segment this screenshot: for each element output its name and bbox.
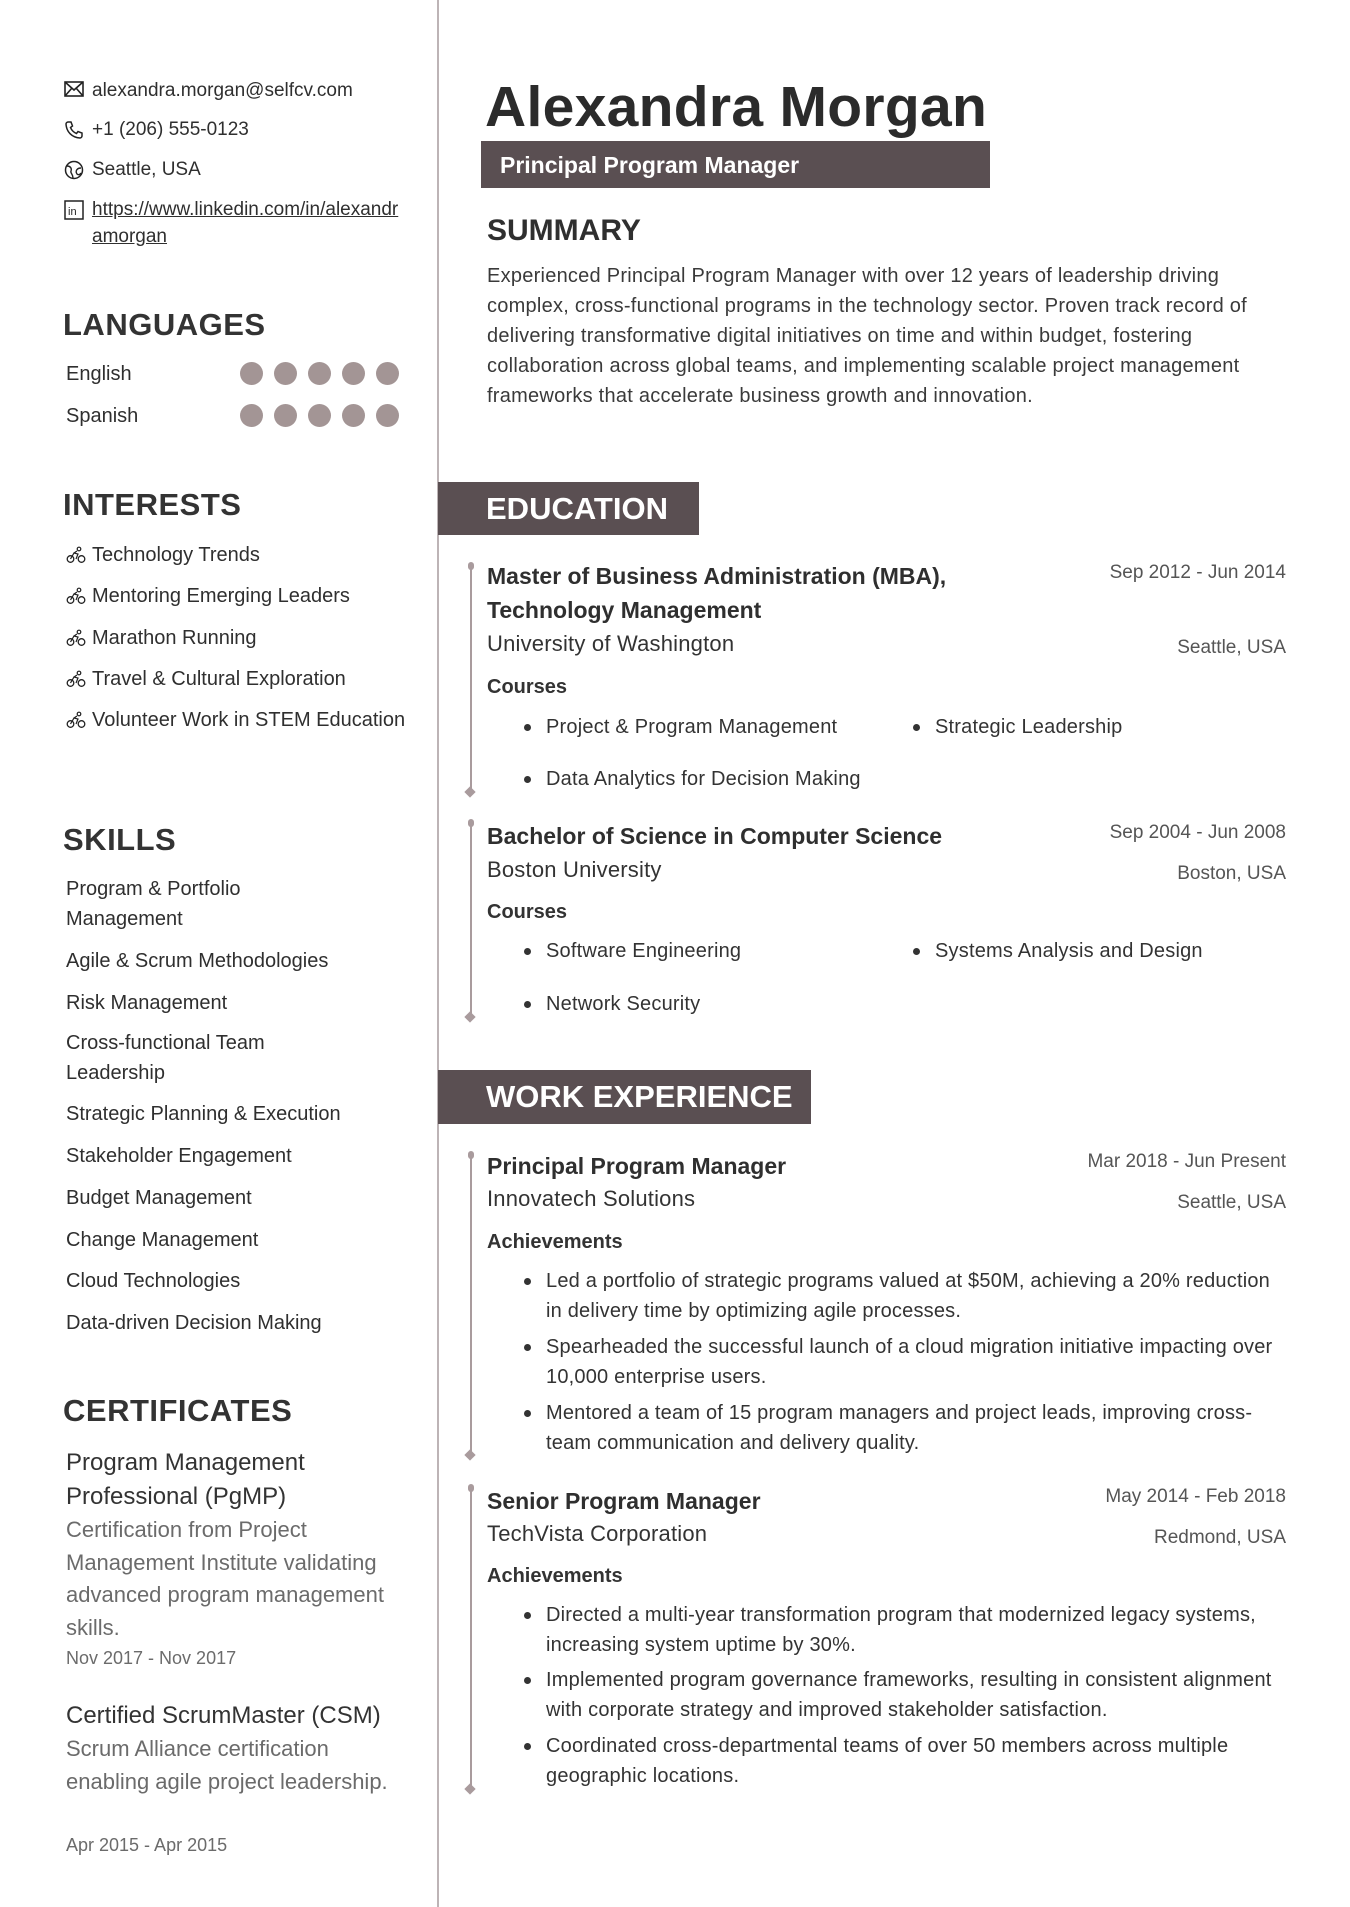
certificate-date: Apr 2015 - Apr 2015 [66, 1835, 228, 1855]
achievements-label: Achievements [487, 1231, 623, 1253]
job-title: Senior Program Manager [487, 1488, 761, 1514]
interest-item [66, 705, 406, 735]
job-title: Principal Program Manager [487, 1153, 787, 1179]
interest-label: Travel & Cultural Exploration [92, 668, 346, 690]
level-dot [308, 362, 331, 385]
courses-label: Courses [487, 901, 568, 923]
bike-icon [66, 711, 86, 729]
candidate-name: Alexandra Morgan [485, 75, 988, 139]
linkedin-icon [64, 200, 84, 220]
course-item: Strategic Leadership [935, 713, 1122, 741]
interests-heading: INTERESTS [63, 487, 242, 522]
bike-icon [66, 629, 86, 647]
degree-title: Bachelor of Science in Computer Science [487, 823, 943, 849]
job-location: Seattle, USA [1177, 1192, 1286, 1213]
certificate-description: Scrum Alliance certification enabling agile project leadership. [66, 1736, 388, 1794]
job-title-banner [481, 141, 990, 188]
languages-heading: LANGUAGES [63, 307, 266, 342]
school-name: University of Washington [487, 631, 735, 656]
timeline-line [470, 1154, 472, 1454]
skill-item: Cloud Technologies [66, 1270, 241, 1292]
certificate-date: Nov 2017 - Nov 2017 [66, 1648, 237, 1668]
certificate-title: Certified ScrumMaster (CSM) [66, 1702, 381, 1729]
education-date: Sep 2004 - Jun 2008 [1109, 822, 1286, 843]
skill-item: Cross-functional Team Leadership [66, 1032, 265, 1084]
education-location: Boston, USA [1177, 863, 1286, 884]
certificates-heading: CERTIFICATES [63, 1393, 293, 1428]
skill-item: Risk Management [66, 992, 228, 1014]
course-item: Network Security [546, 990, 700, 1018]
contact-phone [64, 116, 404, 143]
skill-item: Stakeholder Engagement [66, 1145, 292, 1167]
interest-item [66, 623, 406, 653]
interest-label: Volunteer Work in STEM Education [92, 709, 406, 731]
interest-item [66, 581, 406, 611]
email-text: alexandra.morgan@selfcv.com [92, 80, 353, 101]
interest-item [66, 540, 406, 570]
education-heading: EDUCATION [486, 491, 668, 526]
certificate-title: Program Management Professional (PgMP) [66, 1449, 305, 1510]
school-name: Boston University [487, 857, 662, 882]
level-dot [274, 362, 297, 385]
interest-label: Technology Trends [92, 544, 260, 566]
envelope-icon [64, 81, 84, 97]
course-item: Systems Analysis and Design [935, 937, 1203, 965]
interest-item [66, 664, 406, 694]
job-location: Redmond, USA [1153, 1527, 1286, 1548]
course-item: Project & Program Management [546, 713, 837, 741]
level-dot [342, 404, 365, 427]
timeline-line [470, 1487, 472, 1788]
course-item: Software Engineering [546, 937, 741, 965]
language-level-spanish [240, 404, 399, 427]
achievements-label: Achievements [487, 1565, 623, 1587]
timeline-line [470, 565, 472, 791]
job-date: May 2014 - Feb 2018 [1105, 1486, 1286, 1507]
courses-label: Courses [487, 676, 568, 698]
phone-text: +1 (206) 555-0123 [92, 119, 249, 140]
work-experience-banner [438, 1070, 811, 1124]
skill-item: Strategic Planning & Execution [66, 1103, 341, 1125]
phone-icon [64, 120, 84, 140]
bike-icon [66, 587, 86, 605]
column-divider [437, 0, 439, 1907]
bike-icon [66, 670, 86, 688]
achievement-item: Led a portfolio of strategic programs valued at $50M, achieving a 20% reduction in delivery time by optimizing agile processes. [546, 1266, 1291, 1326]
skill-item: Data-driven Decision Making [66, 1312, 322, 1334]
language-name: English [66, 363, 132, 385]
company-name: TechVista Corporation [487, 1521, 708, 1546]
interest-label: Marathon Running [92, 627, 257, 649]
skill-item: Program & Portfolio Management [66, 878, 241, 930]
linkedin-link[interactable]: https://www.linkedin.com/in/alexandramorgan [92, 199, 399, 247]
svg-text:in: in [68, 206, 77, 218]
certificate-description: Certification from Project Management Institute validating advanced program management skills. [66, 1517, 384, 1640]
job-date: Mar 2018 - Jun Present [1087, 1151, 1286, 1172]
degree-title: Master of Business Administration (MBA), Technology Management [487, 563, 947, 623]
language-name: Spanish [66, 405, 139, 427]
level-dot [240, 404, 263, 427]
level-dot [308, 404, 331, 427]
skill-item: Budget Management [66, 1187, 252, 1209]
company-name: Innovatech Solutions [487, 1186, 696, 1211]
level-dot [376, 362, 399, 385]
work-experience-heading: WORK EXPERIENCE [486, 1079, 793, 1114]
globe-icon [64, 160, 84, 180]
level-dot [240, 362, 263, 385]
achievement-item: Coordinated cross-departmental teams of over 50 members across multiple geographic locations. [546, 1731, 1291, 1791]
skills-heading: SKILLS [63, 822, 177, 857]
level-dot [342, 362, 365, 385]
interest-label: Mentoring Emerging Leaders [92, 585, 350, 607]
summary-heading: SUMMARY [487, 214, 641, 247]
skill-item: Agile & Scrum Methodologies [66, 950, 329, 972]
location-text: Seattle, USA [92, 159, 201, 180]
achievement-item: Mentored a team of 15 program managers and project leads, improving cross-team communication and delivery quality. [546, 1398, 1291, 1458]
achievement-item: Implemented program governance frameworks, resulting in consistent alignment with corporate strategy and improved stakeholder satisfaction. [546, 1665, 1291, 1725]
level-dot [376, 404, 399, 427]
contact-linkedin [64, 196, 404, 250]
level-dot [274, 404, 297, 427]
education-location: Seattle, USA [1177, 637, 1286, 658]
course-item: Data Analytics for Decision Making [546, 765, 861, 793]
language-level-english [240, 362, 399, 385]
job-title: Principal Program Manager [500, 152, 800, 178]
education-date: Sep 2012 - Jun 2014 [1109, 562, 1286, 583]
achievement-item: Directed a multi-year transformation program that modernized legacy systems, increasing system uptime by 30%. [546, 1600, 1291, 1660]
contact-location [64, 156, 404, 183]
contact-email [64, 77, 404, 104]
skill-item: Change Management [66, 1229, 259, 1251]
education-banner [438, 482, 699, 535]
bike-icon [66, 546, 86, 564]
summary-text: Experienced Principal Program Manager with over 12 years of leadership driving complex, cross-functional programs in the technology sector. Proven track record of delivering transformative digital initiatives on time and within budget, fostering collaboration across global teams, and implementing scalable project management frameworks that accelerate business growth and innovation. [487, 265, 1247, 407]
timeline-line [470, 822, 472, 1016]
achievement-item: Spearheaded the successful launch of a cloud migration initiative impacting over 10,000 enterprise users. [546, 1332, 1291, 1392]
